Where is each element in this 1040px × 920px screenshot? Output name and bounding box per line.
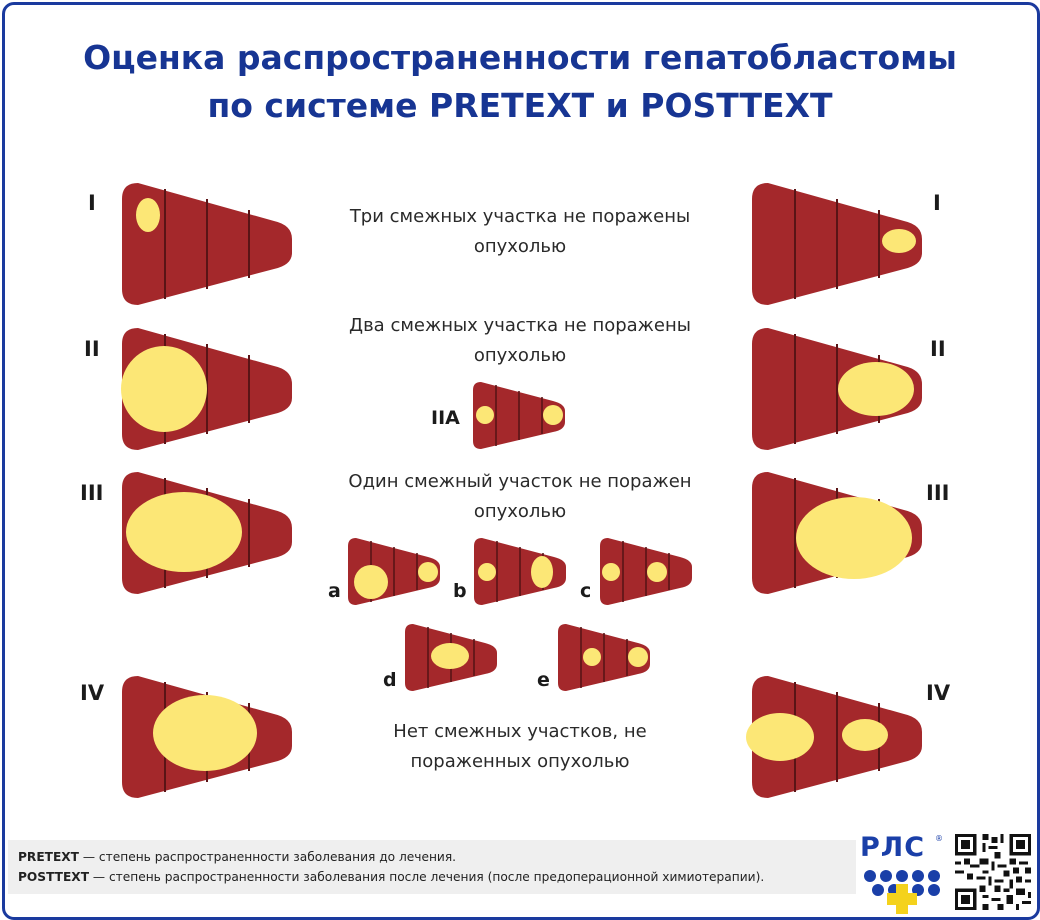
description-4-line-2: пораженных опухолью	[410, 751, 630, 772]
liver-right-2	[752, 328, 922, 450]
description-4	[300, 717, 740, 777]
stage-label-c: c	[580, 580, 592, 602]
rls-logo-mark-icon	[860, 864, 944, 914]
posttext-term: POSTTEXT	[18, 870, 90, 884]
stage-label-left-3: III	[80, 481, 104, 505]
pretext-term: PRETEXT	[18, 850, 79, 864]
description-4-line-1: Нет смежных участков, не	[393, 721, 647, 742]
liver-a	[348, 538, 440, 605]
description-1-line-2: опухолью	[473, 236, 567, 257]
pretext-definition: — степень распространенности заболевания до лечения.	[79, 850, 457, 864]
liver-c	[600, 538, 692, 605]
description-1-line-1: Три смежных участка не поражены	[349, 206, 691, 227]
liver-b	[474, 538, 566, 605]
stage-label-a: a	[328, 580, 341, 602]
stage-label-left-2: II	[84, 337, 100, 361]
footer-posttext	[8, 867, 856, 887]
description-3-line-1: Один смежный участок не поражен	[348, 471, 692, 492]
liver-left-4	[122, 676, 292, 798]
liver-d	[405, 624, 497, 691]
stage-label-right-3: III	[926, 481, 950, 505]
description-3	[300, 467, 740, 527]
description-1	[300, 202, 740, 262]
liver-left-3	[122, 472, 292, 594]
stage-label-b: b	[453, 580, 467, 602]
description-3-line-2: опухолью	[473, 501, 567, 522]
stage-label-right-4: IV	[926, 681, 951, 705]
liver-right-3	[752, 472, 922, 594]
description-2	[300, 311, 740, 371]
stage-label-e: e	[537, 669, 550, 691]
stage-label-d: d	[383, 669, 397, 691]
description-2-line-2: опухолью	[473, 345, 567, 366]
description-2-line-1: Два смежных участка не поражены	[349, 315, 691, 336]
stage-label-right-2: II	[930, 337, 946, 361]
stage-label-right-1: I	[933, 191, 941, 215]
footer-pretext	[8, 840, 856, 867]
title-line-1: Оценка распространенности гепатобластомы	[83, 38, 957, 77]
liver-right-4	[746, 676, 922, 798]
stage-label-left-1: I	[88, 191, 96, 215]
liver-right-1	[752, 183, 922, 305]
registered-mark: ®	[935, 834, 943, 843]
liver-e	[558, 624, 650, 691]
rls-logo	[860, 832, 944, 914]
footer-notes	[8, 840, 856, 894]
stage-label-2a: IIA	[431, 407, 460, 429]
posttext-definition: — степень распространенности заболевания после лечения (после предоперационной химиотерапии).	[89, 870, 765, 884]
liver-2a	[473, 382, 565, 449]
stage-label-left-4: IV	[80, 681, 105, 705]
liver-left-1	[122, 183, 292, 305]
title-line-2: по системе PRETEXT и POSTTEXT	[207, 86, 833, 125]
liver-left-2	[121, 328, 292, 450]
rls-logo-text: РЛС	[860, 832, 926, 863]
qr-code-icon	[955, 834, 1031, 910]
